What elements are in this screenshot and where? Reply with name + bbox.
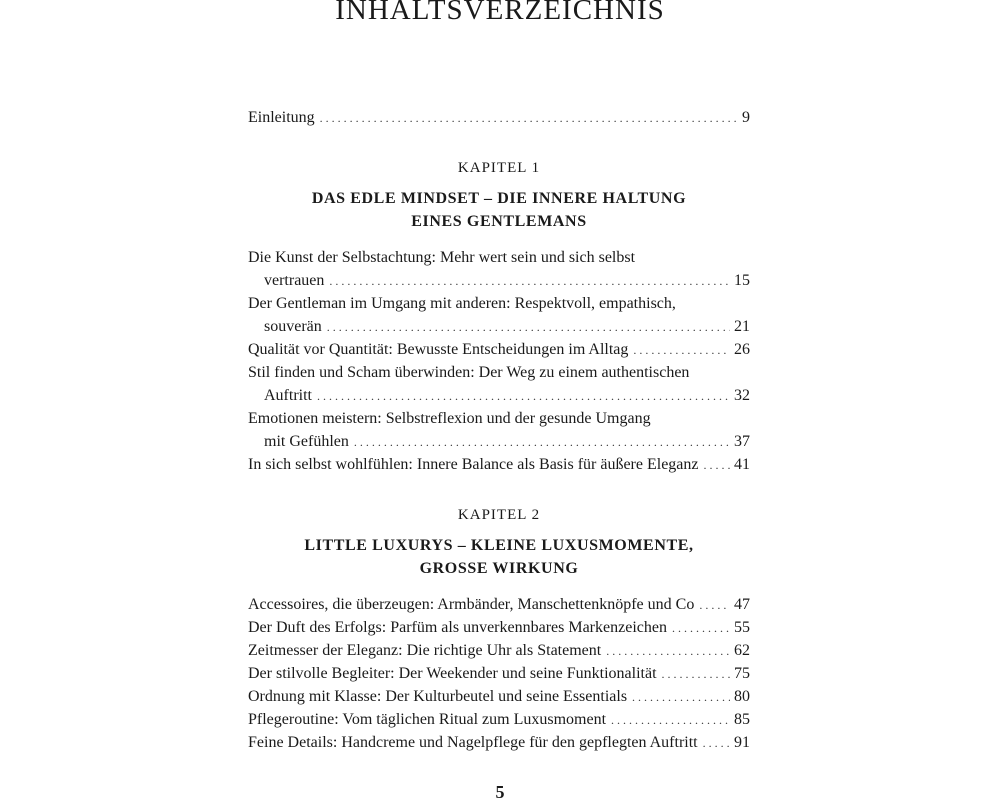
dot-leader: [317, 385, 730, 408]
dot-leader: [672, 617, 730, 640]
dot-leader: [329, 270, 730, 293]
dot-leader: [611, 709, 730, 732]
page-number: 5: [495, 782, 505, 802]
toc-page-number: 26: [734, 341, 750, 358]
toc-entry-label: Stil finden und Scham überwinden: Der Weg zu einem authentischen: [248, 364, 690, 381]
dot-leader: [632, 686, 730, 709]
toc-entry[interactable]: [248, 292, 750, 338]
dot-leader: [703, 732, 730, 755]
toc-page-number: 62: [734, 642, 750, 659]
toc-entry[interactable]: [248, 685, 750, 708]
toc-page-number: 85: [734, 711, 750, 728]
dot-leader: [633, 339, 730, 362]
page-title: INHALTSVERZEICHNIS: [335, 0, 665, 26]
toc-entry[interactable]: [248, 407, 750, 453]
toc-entry-label-continued: souverän: [264, 318, 322, 335]
toc-page-number: 21: [734, 318, 750, 335]
toc-page-number: 55: [734, 619, 750, 636]
toc-entry[interactable]: [248, 453, 750, 476]
toc-entry-label-continued: mit Gefühlen: [264, 433, 349, 450]
toc-page-number: 75: [734, 665, 750, 682]
toc-entry-label: Emotionen meistern: Selbstreflexion und der gesunde Umgang: [248, 410, 651, 427]
toc-entry-label-continued: Auftritt: [264, 387, 312, 404]
dot-leader: [699, 594, 730, 617]
chapter-title-line: EINES GENTLEMANS: [411, 213, 587, 230]
toc-entry[interactable]: [248, 662, 750, 685]
toc-entry-label: Accessoires, die überzeugen: Armbänder, Manschettenknöpfe und Co: [248, 596, 695, 613]
chapter-title-line: DAS EDLE MINDSET – DIE INNERE HALTUNG: [311, 190, 687, 207]
toc-entry-einleitung[interactable]: [248, 106, 750, 129]
chapter-title-line: GROSSE WIRKUNG: [419, 560, 579, 577]
dot-leader: [320, 107, 738, 130]
toc-entry-label: Pflegeroutine: Vom täglichen Ritual zum Luxusmoment: [248, 711, 607, 728]
toc-entry-label: Feine Details: Handcreme und Nagelpflege für den gepflegten Auftritt: [248, 734, 698, 751]
toc-page-number: 41: [734, 456, 750, 473]
toc-entry[interactable]: [248, 731, 750, 754]
toc-page-number: 32: [734, 387, 750, 404]
toc-entry[interactable]: [248, 708, 750, 731]
toc-entry-label: Qualität vor Quantität: Bewusste Entscheidungen im Alltag: [248, 341, 629, 358]
toc-entry-label: Der stilvolle Begleiter: Der Weekender und seine Funktionalität: [248, 665, 657, 682]
toc-entry[interactable]: [248, 593, 750, 616]
toc-page-number: 37: [734, 433, 750, 450]
toc-entry[interactable]: [248, 246, 750, 292]
dot-leader: [704, 454, 730, 477]
toc-entry-label-continued: vertrauen: [264, 272, 325, 289]
chapter-title-line: LITTLE LUXURYS – KLEINE LUXUSMOMENTE,: [304, 537, 694, 554]
toc-entry-label: Ordnung mit Klasse: Der Kulturbeutel und seine Essentials: [248, 688, 628, 705]
dot-leader: [606, 640, 730, 663]
toc-page-number: 80: [734, 688, 750, 705]
toc-entry-label: Die Kunst der Selbstachtung: Mehr wert sein und sich selbst: [248, 249, 636, 266]
toc-entry[interactable]: [248, 616, 750, 639]
dot-leader: [327, 316, 730, 339]
toc-entry-label: Der Gentleman im Umgang mit anderen: Respektvoll, empathisch,: [248, 295, 676, 312]
toc-entry-label: Zeitmesser der Eleganz: Die richtige Uhr als Statement: [248, 642, 602, 659]
toc-entry[interactable]: [248, 639, 750, 662]
chapter-label: KAPITEL 1: [457, 160, 541, 176]
toc-page-number: 15: [734, 272, 750, 289]
toc-page-number: 9: [742, 109, 750, 126]
dot-leader: [354, 431, 730, 454]
toc-entry-label: Einleitung: [248, 109, 315, 126]
toc-entry[interactable]: [248, 361, 750, 407]
toc-page-number: 91: [734, 734, 750, 751]
dot-leader: [662, 663, 730, 686]
toc-entry[interactable]: [248, 338, 750, 361]
chapter-label: KAPITEL 2: [457, 507, 541, 523]
toc-entry-label: In sich selbst wohlfühlen: Innere Balance als Basis für äußere Eleganz: [248, 456, 699, 473]
toc-page-number: 47: [734, 596, 750, 613]
toc-entry-label: Der Duft des Erfolgs: Parfüm als unverkennbares Markenzeichen: [248, 619, 667, 636]
